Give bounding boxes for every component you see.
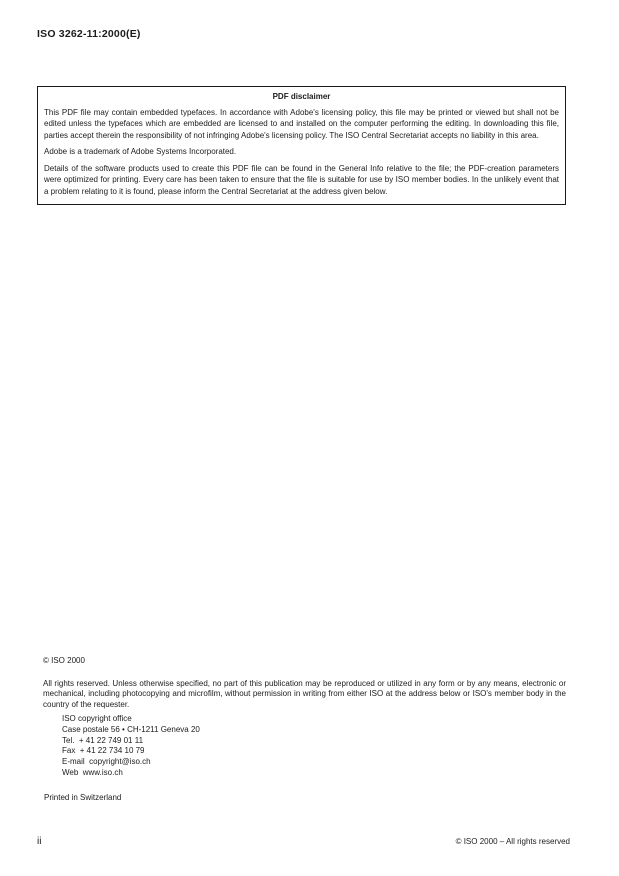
document-reference: ISO 3262-11:2000(E) <box>37 28 141 40</box>
copyright-section <box>43 656 566 803</box>
page-footer <box>37 836 570 847</box>
address-line-web: Web www.iso.ch <box>62 767 123 777</box>
address-line-email: E-mail copyright@iso.ch <box>62 757 151 767</box>
address-line-tel: Tel. + 41 22 749 01 11 <box>62 735 144 745</box>
iso-address-block <box>62 714 566 779</box>
disclaimer-paragraph-typefaces: This PDF file may contain embedded typefaces. In accordance with Adobe's licensing policy, this file may be printed or viewed but shall not be edited unless the typefaces which are embedded are licensed to and installed on the computer performing the editing. In downloading this file, parties accept therein the responsibility of not infringing Adobe's licensing policy. The ISO Central Secretariat accepts no liability in this area. <box>44 107 559 140</box>
disclaimer-paragraph-trademark: Adobe is a trademark of Adobe Systems Incorporated. <box>44 147 237 156</box>
disclaimer-title: PDF disclaimer <box>272 92 331 101</box>
address-line-office: ISO copyright office <box>62 714 132 723</box>
address-line-fax: Fax + 41 22 734 10 79 <box>62 746 145 756</box>
pdf-disclaimer-box <box>37 86 566 205</box>
printed-in-note: Printed in Switzerland <box>44 792 122 802</box>
footer-copyright: © ISO 2000 – All rights reserved <box>455 837 570 846</box>
disclaimer-paragraph-software: Details of the software products used to create this PDF file can be found in the General Info relative to the file; the PDF-creation parameters were optimized for printing. Every care has been taken to ensure that the file is suitable for use by ISO member bodies. In the unlikely event that a problem relating to it is found, please inform the Central Secretariat at the address given below. <box>44 163 559 196</box>
address-line-postal: Case postale 56 • CH-1211 Geneva 20 <box>62 724 200 734</box>
copyright-notice: © ISO 2000 <box>43 656 85 665</box>
rights-paragraph: All rights reserved. Unless otherwise specified, no part of this publication may be reproduced or utilized in any form or by any means, electronic or mechanical, including photocopying and microfilm, without permission in writing from either ISO at the address below or ISO's member body in the country of the requester. <box>43 678 566 709</box>
page-number: ii <box>37 836 42 847</box>
